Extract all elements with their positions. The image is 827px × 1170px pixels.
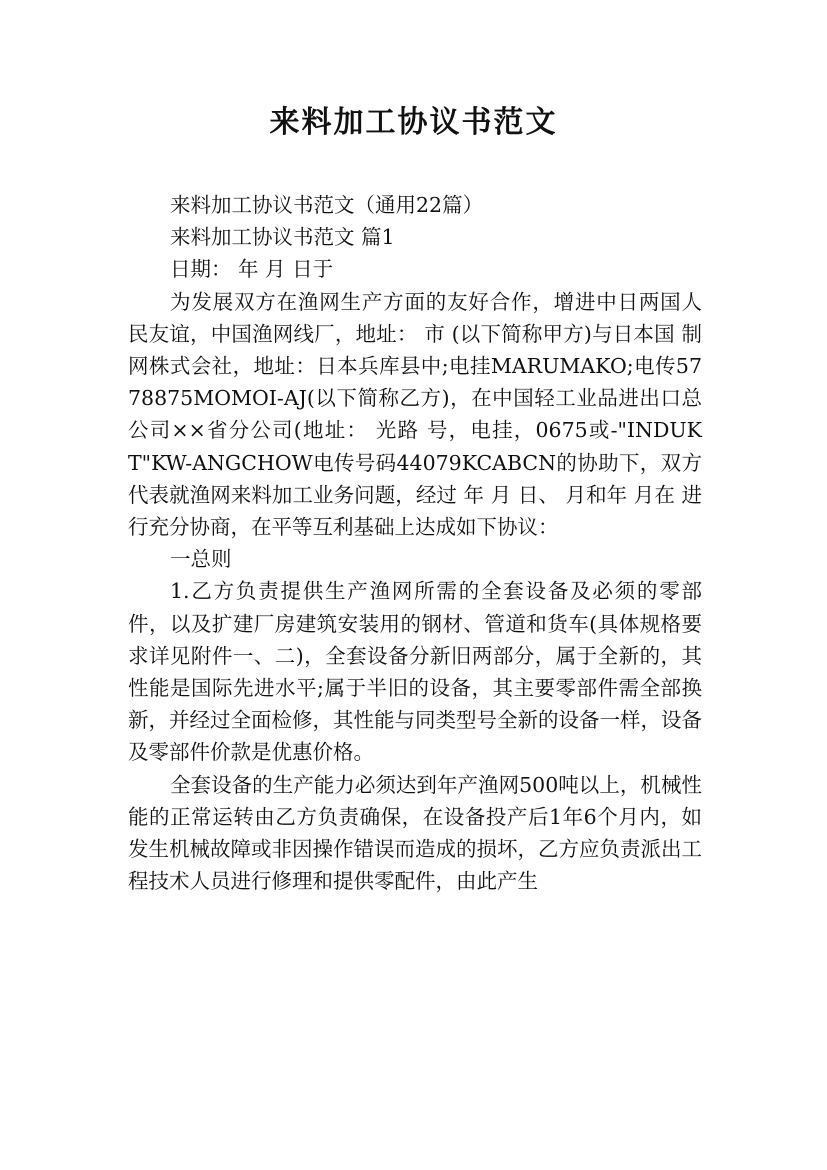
clause-1-paragraph: 1.乙方负责提供生产渔网所需的全套设备及必须的零部件，以及扩建厂房建筑安装用的钢材、管道和货车(具体规格要求详见附件一、二)，全套设备分新旧两部分，属于全新的，其性能是国际先进水平;属于半旧的设备，其主要零部件需全部换新，并经过全面检修，其性能与同类型号全新的设备一样，设备及零部件价款是优惠价格。 (128, 579, 702, 765)
document-body (128, 189, 702, 897)
capacity-paragraph: 全套设备的生产能力必须达到年产渔网500吨以上，机械性能的正常运转由乙方负责确保，在设备投产后1年6个月内，如发生机械故障或非因操作错误而造成的损坏，乙方应负责派出工程技术人员进行修理和提供零配件，由此产生 (128, 772, 702, 894)
section-heading: 来料加工协议书范文 篇1 (170, 225, 395, 250)
subtitle-paragraph: 来料加工协议书范文（通用22篇） (170, 193, 484, 217)
date-line: 日期： 年 月 日于 (170, 257, 334, 282)
general-provisions-heading: 一总则 (170, 547, 232, 572)
document-title: 来料加工协议书范文 (269, 105, 558, 140)
preamble-paragraph: 为发展双方在渔网生产方面的友好合作，增进中日两国人民友谊，中国渔网线厂，地址： 市 (以下简称甲方)与日本国 制网株式会社，地址：日本兵库县中;电挂MARUMAKO;电传5778875MOMOI-AJ(以下简称乙方)，在中国轻工业品进出口总公司××省分公司(地址： 光路 号，电挂，0675或-"INDUKT"KW-ANGCHOW电传号码44079KCABCN的协助下，双方代表就渔网来料加工业务问题，经过 年 月 日、 月和年 月在 进行充分协商，在平等互利基础上达成如下协议： (128, 289, 702, 540)
